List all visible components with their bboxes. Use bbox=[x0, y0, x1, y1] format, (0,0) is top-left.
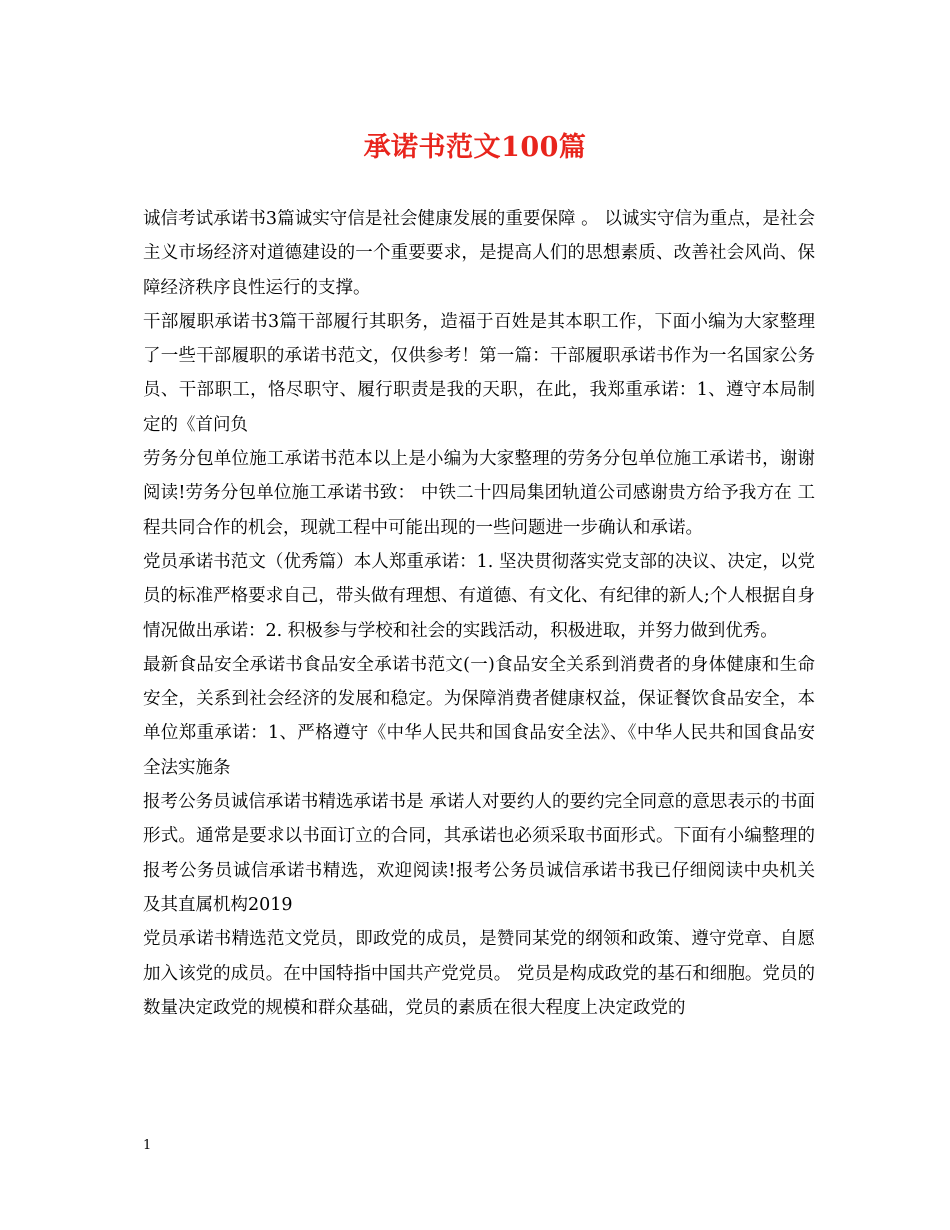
paragraph-party-member-selected: 党员承诺书精选范文党员，即政党的成员，是赞同某党的纲领和政策、遵守党章、自愿加入该党的成员。在中国特指中国共产党党员。 党员是构成政党的基石和细胞。党员的数量决定政党的规模和群众基础，党员的素质在很大程度上决定政党的 bbox=[143, 929, 815, 1018]
paragraph-cadre-duty: 干部履职承诺书3篇干部履行其职务，造福于百姓是其本职工作，下面小编为大家整理了一些干部履职的承诺书范文，仅供参考！第一篇：干部履职承诺书作为一名国家公务员、干部职工，恪尽职守、履行职责是我的天职，在此，我郑重承诺：1、遵守本局制定的《首问负 bbox=[143, 311, 815, 435]
paragraph-food-safety: 最新食品安全承诺书食品安全承诺书范文(一)食品安全关系到消费者的身体健康和生命安全，关系到社会经济的发展和稳定。为保障消费者健康权益，保证餐饮食品安全，本单位郑重承诺：1、严格遵守《中华人民共和国食品安全法》、《中华人民共和国食品安全法实施条 bbox=[143, 654, 815, 778]
document-body bbox=[143, 202, 815, 1025]
page-number: 1 bbox=[143, 1138, 152, 1153]
paragraph-integrity-exam: 诚信考试承诺书3篇诚实守信是社会健康发展的重要保障 。 以诚实守信为重点，是社会主义市场经济对道德建设的一个重要要求，是提高人们的思想素质、改善社会风尚、保障经济秩序良性运行的支撑。 bbox=[143, 209, 815, 298]
paragraph-civil-service-integrity: 报考公务员诚信承诺书精选承诺书是 承诺人对要约人的要约完全同意的意思表示的书面形式。通常是要求以书面订立的合同，其承诺也必须采取书面形式。下面有小编整理的报考公务员诚信承诺书精选，欢迎阅读!报考公务员诚信承诺书我已仔细阅读中央机关及其直属机构2019 bbox=[143, 792, 815, 915]
document-title: 承诺书范文100篇 bbox=[363, 132, 587, 163]
paragraph-labor-subcontract: 劳务分包单位施工承诺书范本以上是小编为大家整理的劳务分包单位施工承诺书，谢谢阅读!劳务分包单位施工承诺书致： 中铁二十四局集团轨道公司感谢贵方给予我方在 工程共同合作的机会，现就工程中可能出现的一些问题进一步确认和承诺。 bbox=[143, 449, 815, 538]
paragraph-party-member-excellent: 党员承诺书范文（优秀篇）本人郑重承诺：1. 坚决贯彻落实党支部的决议、决定，以党员的标准严格要求自己，带头做有理想、有道德、有文化、有纪律的新人;个人根据自身情况做出承诺：2. 积极参与学校和社会的实践活动，积极进取，并努力做到优秀。 bbox=[143, 551, 815, 641]
